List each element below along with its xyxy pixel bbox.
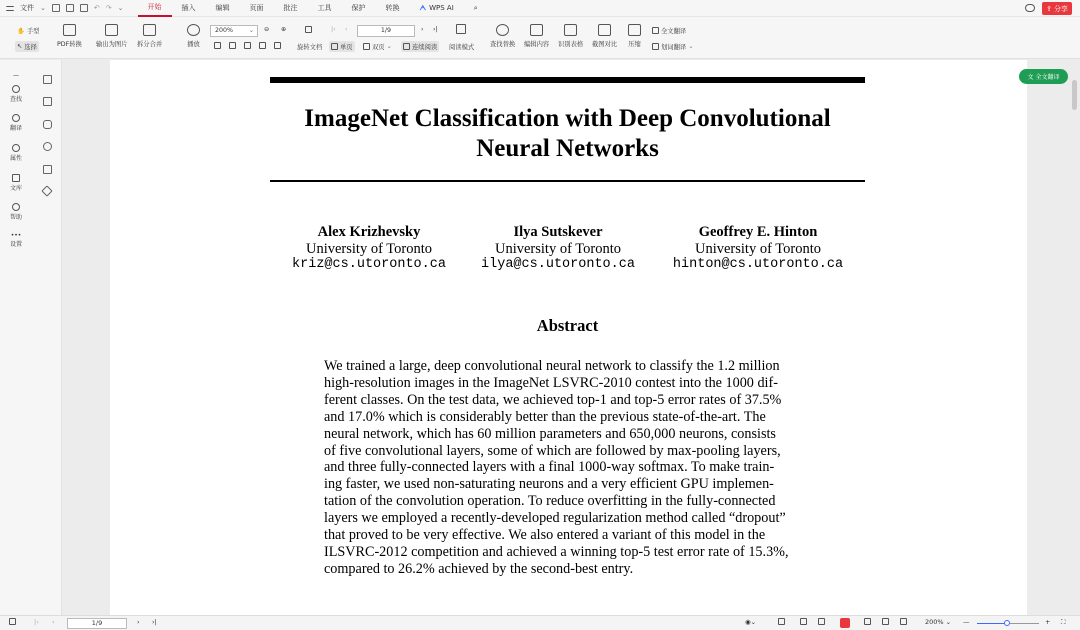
- export-image-icon: [105, 24, 118, 36]
- sliders-icon: [12, 144, 20, 152]
- abstract-line: tation of the convolution operation. To reduce overfitting in the fully-connected: [324, 493, 776, 510]
- single-page-icon: [331, 43, 338, 50]
- select-tool-button[interactable]: ↖ 选择: [17, 43, 37, 51]
- zoom-out-icon[interactable]: —: [963, 618, 970, 626]
- translate-icon: 文: [1027, 74, 1036, 81]
- print-icon[interactable]: [80, 4, 88, 12]
- last-page-icon[interactable]: ›|: [152, 618, 157, 626]
- pdf-convert-icon: [63, 24, 76, 36]
- abstract-line: that proved to be very effective. We also entered a variant of this model in the: [324, 527, 766, 544]
- abstract-line: high-resolution images in the ImageNet LSVRC-2010 contest into the 1000 dif-: [324, 374, 778, 391]
- author-name: Geoffrey E. Hinton: [698, 224, 818, 240]
- title-top-rule: [270, 77, 865, 83]
- zoom-select[interactable]: 200% ⌄: [210, 25, 258, 37]
- split-merge-button[interactable]: 拆分合并: [137, 24, 162, 48]
- prev-page-icon[interactable]: ‹: [345, 26, 348, 33]
- chevron-down-icon: ⌄: [248, 27, 254, 34]
- rail-item-settings[interactable]: ••• 设置: [9, 232, 22, 248]
- continuous-icon: [403, 43, 410, 50]
- share-icon: ⇪: [1046, 4, 1052, 13]
- tab-convert[interactable]: 转换: [385, 3, 400, 12]
- layers-icon[interactable]: [41, 185, 52, 196]
- hand-icon: ✋: [17, 27, 25, 35]
- view-tools-row: [214, 42, 281, 49]
- read-book-icon[interactable]: [456, 24, 466, 34]
- library-icon: [12, 174, 20, 182]
- rotate-doc-button[interactable]: 旋转文档: [297, 44, 323, 51]
- more-dots-icon: •••: [10, 232, 22, 239]
- screenshot-icon: [598, 24, 611, 36]
- attachment-icon[interactable]: [43, 142, 52, 151]
- tab-protect[interactable]: 保护: [351, 3, 366, 12]
- play-icon: [187, 24, 200, 36]
- undo-icon[interactable]: ↶: [93, 4, 100, 12]
- ribbon-toolbar: [0, 17, 1080, 59]
- pdf-convert-button[interactable]: PDF转换: [57, 24, 82, 48]
- play-red-icon[interactable]: [840, 618, 850, 628]
- author-name: Ilya Sutskever: [513, 224, 603, 240]
- zoom-slider-handle[interactable]: [1004, 620, 1010, 626]
- abstract-line: layers we employed a recently-developed regularization method called “dropout”: [324, 510, 786, 527]
- tab-tools[interactable]: 工具: [317, 3, 332, 12]
- author-block: [458, 224, 658, 274]
- menu-bar: [0, 0, 1080, 17]
- compress-icon: [628, 24, 641, 36]
- double-page-icon[interactable]: [818, 618, 825, 625]
- hamburger-icon[interactable]: [6, 6, 14, 11]
- search-icon[interactable]: ⌕: [473, 3, 478, 12]
- hand-tool-button[interactable]: ✋ 手型: [17, 27, 40, 35]
- abstract-line: ferent classes. On the test data, we achieved top-1 and top-5 error rates of 37.5%: [324, 391, 782, 408]
- export-image-button[interactable]: 输出为图片: [96, 24, 127, 48]
- zoom-in-icon[interactable]: +: [1045, 618, 1051, 626]
- paper-title: ImageNet Classification with Deep Convolutional Neural Networks: [304, 105, 831, 162]
- rail-item-properties[interactable]: 属性: [0, 144, 32, 162]
- rotate-right-icon[interactable]: [274, 42, 281, 49]
- author-affiliation: University of Toronto: [495, 240, 621, 257]
- help-icon: [12, 203, 20, 211]
- cloud-sync-icon[interactable]: [1025, 4, 1035, 12]
- ribbon-tabs: [138, 0, 488, 17]
- rail-item-library[interactable]: 文库: [0, 174, 32, 192]
- author-email: hinton@cs.utoronto.ca: [672, 257, 844, 272]
- chevron-down-icon: ⌄: [386, 43, 392, 50]
- author-block: [658, 224, 858, 274]
- fit-height-icon[interactable]: [229, 42, 236, 49]
- comment-icon[interactable]: [43, 120, 52, 129]
- rail-item-find[interactable]: 查找: [0, 85, 32, 103]
- collapse-icon[interactable]: —: [13, 72, 19, 79]
- tab-edit[interactable]: 编辑: [215, 3, 230, 12]
- side-panel-tools: [32, 60, 62, 615]
- tab-page[interactable]: 页面: [249, 3, 264, 12]
- word-translate-button[interactable]: 划词翻译 ⌄: [652, 42, 693, 51]
- page-number-input[interactable]: 1/9: [357, 25, 415, 37]
- fit-page-icon[interactable]: [305, 26, 312, 33]
- save-icon[interactable]: [66, 4, 74, 12]
- fit-width-icon[interactable]: [214, 42, 221, 49]
- first-page-icon[interactable]: |‹: [331, 26, 336, 33]
- open-folder-icon[interactable]: [52, 4, 60, 12]
- abstract-line: compared to 26.2% achieved by the second-best entry.: [324, 560, 634, 577]
- author-email: ilya@cs.utoronto.ca: [481, 257, 635, 272]
- title-bottom-rule: [270, 180, 865, 182]
- left-rail: [0, 60, 32, 615]
- split-merge-icon: [143, 24, 156, 36]
- translate-icon: [12, 114, 20, 122]
- recognize-table-button[interactable]: 识别表格: [558, 24, 583, 48]
- abstract-line: ing faster, we used non-saturating neurons and a very efficient GPU implemen-: [324, 476, 774, 493]
- fit-width-icon[interactable]: [778, 618, 785, 625]
- abstract-heading: Abstract: [536, 316, 599, 335]
- table-icon: [564, 24, 577, 36]
- abstract-line: ILSVRC-2012 competition and achieved a winning top-5 test error rate of 15.3%,: [324, 543, 789, 560]
- status-bar: [0, 615, 1080, 630]
- abstract-line: and 17.0% which is considerably better than the previous state-of-the-art. The: [324, 408, 766, 425]
- single-page-icon[interactable]: [800, 618, 807, 625]
- abstract-line: neural network, which has 60 million parameters and 650,000 neurons, consists: [324, 425, 776, 442]
- sidebar-toggle-icon[interactable]: [9, 618, 16, 625]
- redo-icon[interactable]: ↷: [105, 4, 112, 12]
- edit-content-icon: [530, 24, 543, 36]
- eye-icon[interactable]: ◉⌄: [745, 618, 757, 626]
- abstract-line: We trained a large, deep convolutional neural network to classify the 1.2 million: [324, 358, 780, 374]
- rail-item-help[interactable]: 帮助: [0, 203, 32, 221]
- file-menu[interactable]: 文件: [20, 4, 34, 12]
- status-zoom-select[interactable]: 200% ⌄: [925, 618, 952, 626]
- abstract-line: of five convolutional layers, some of which are followed by max-pooling layers,: [324, 442, 781, 459]
- author-affiliation: University of Toronto: [306, 240, 432, 257]
- wps-ai-label: WPS AI: [429, 3, 454, 12]
- cursor-icon: ↖: [17, 43, 23, 50]
- double-page-button[interactable]: 双页 ⌄: [363, 42, 392, 51]
- share-button[interactable]: [1042, 2, 1072, 15]
- search-icon: [12, 85, 20, 93]
- compress-button[interactable]: 压缩: [628, 24, 641, 48]
- read-mode-button[interactable]: 阅读模式: [449, 44, 475, 51]
- wps-ai-logo-icon: ᗅ: [419, 3, 427, 12]
- edit-content-button[interactable]: 编辑内容: [524, 24, 549, 48]
- next-page-icon[interactable]: ›: [421, 26, 424, 33]
- actual-size-icon[interactable]: [882, 618, 889, 625]
- author-email: kriz@cs.utoronto.ca: [292, 257, 446, 272]
- next-page-icon[interactable]: ›: [137, 618, 140, 626]
- first-page-icon[interactable]: |‹: [34, 618, 39, 626]
- more-dropdown-icon[interactable]: ⌄: [117, 4, 124, 12]
- prev-page-icon[interactable]: ‹: [52, 618, 55, 626]
- chevron-down-icon: ⌄: [40, 4, 46, 12]
- full-translate-float-button[interactable]: 文 全文翻译: [1019, 69, 1068, 84]
- bookmark-icon[interactable]: [43, 75, 52, 84]
- signature-icon[interactable]: [43, 165, 52, 174]
- word-translate-icon: [652, 43, 659, 50]
- share-label: 分享: [1053, 4, 1068, 13]
- tab-insert[interactable]: 插入: [181, 3, 196, 12]
- rotate-left-icon[interactable]: [259, 42, 266, 49]
- chevron-down-icon: ⌄: [688, 43, 694, 50]
- tab-wps-ai[interactable]: [410, 0, 464, 17]
- author-name: Alex Krizhevsky: [317, 224, 421, 240]
- author-affiliation: University of Toronto: [695, 240, 821, 257]
- bookmark-icon[interactable]: [900, 618, 907, 625]
- screenshot-compare-button[interactable]: 截图对比: [592, 24, 617, 48]
- thumbnail-icon[interactable]: [43, 97, 52, 106]
- fit-page-icon[interactable]: [864, 618, 871, 625]
- vertical-scrollbar[interactable]: [1072, 80, 1077, 110]
- author-block: [269, 224, 469, 274]
- full-translate-button[interactable]: 全文翻译: [652, 26, 686, 35]
- last-page-icon[interactable]: ›|: [433, 26, 438, 33]
- translate-icon: [652, 27, 659, 34]
- search-icon: [496, 24, 509, 36]
- zoom-in-icon[interactable]: ⊕: [281, 26, 287, 33]
- continuous-read-button[interactable]: 连续阅读: [401, 41, 439, 52]
- single-page-button[interactable]: 单页: [329, 41, 355, 52]
- tab-start[interactable]: 开始: [138, 0, 172, 17]
- zoom-out-icon[interactable]: ⊖: [264, 26, 270, 33]
- actual-size-icon[interactable]: [244, 42, 251, 49]
- play-button[interactable]: 播放: [187, 24, 200, 48]
- fullscreen-icon[interactable]: ⛶: [1061, 618, 1066, 626]
- find-replace-button[interactable]: 查找替换: [490, 24, 515, 48]
- status-page-input[interactable]: 1/9: [67, 618, 127, 629]
- rail-item-translate[interactable]: 翻译: [0, 114, 32, 132]
- abstract-line: and three fully-connected layers with a final 1000-way softmax. To make train-: [324, 459, 775, 476]
- double-page-icon: [363, 43, 370, 50]
- tab-annotate[interactable]: 批注: [283, 3, 298, 12]
- abstract-body: [324, 358, 811, 578]
